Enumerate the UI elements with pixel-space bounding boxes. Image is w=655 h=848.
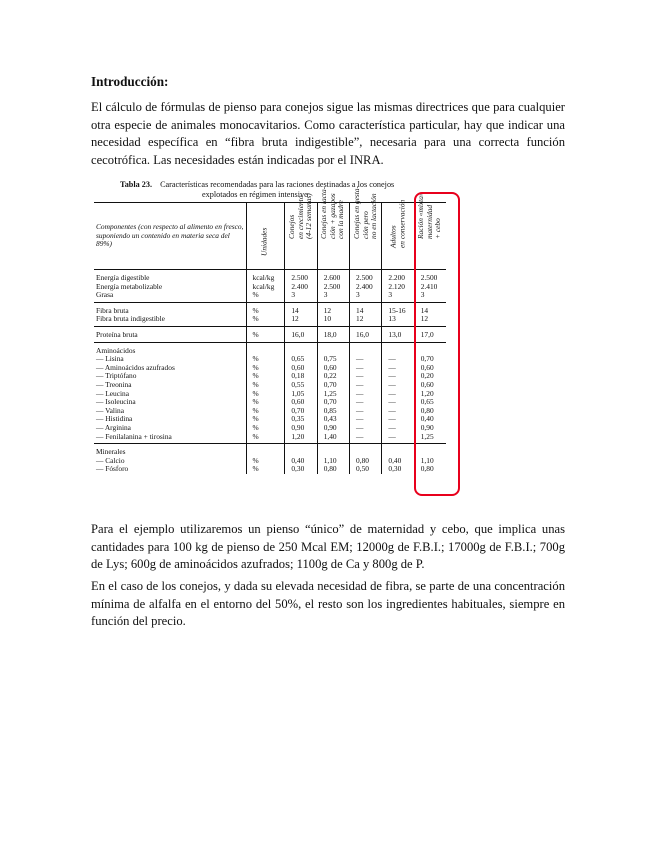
value-cell: — [350, 415, 382, 424]
unit-cell: % [246, 372, 285, 381]
value-cell: 3 [285, 291, 317, 302]
value-cell: — [382, 390, 414, 399]
unit-cell: % [246, 465, 285, 474]
value-cell: 0,60 [317, 364, 349, 373]
row-label: Energía digestible [94, 270, 246, 283]
table-caption [120, 180, 450, 200]
unit-cell: % [246, 433, 285, 444]
value-cell: — [350, 381, 382, 390]
unit-cell: kcal/kg [246, 283, 285, 292]
row-label: — Valina [94, 407, 246, 416]
value-cell: 0,70 [317, 398, 349, 407]
header-lactating-label: Conejas en lacta- ción + gazapos con la madre [319, 187, 346, 240]
value-cell: — [350, 364, 382, 373]
value-cell: 12 [414, 315, 446, 326]
value-cell: 18,0 [317, 326, 349, 342]
unit-cell: % [246, 355, 285, 364]
value-cell: 0,18 [285, 372, 317, 381]
value-cell: 14 [420, 305, 429, 315]
value-cell: 0,40 [420, 414, 434, 424]
value-cell: — [350, 372, 382, 381]
header-growing-label: Conejos en crecimiento (4-12 semanas) [287, 193, 314, 240]
value-cell: 0,60 [420, 379, 434, 389]
unit-cell: % [246, 390, 285, 399]
value-cell: 0,90 [317, 424, 349, 433]
value-cell: 0,40 [285, 457, 317, 466]
row-label: — Calcio [94, 457, 246, 466]
unit-cell: % [246, 326, 285, 342]
group-label: Aminoácidos [94, 342, 246, 355]
value-cell: 2.200 [382, 270, 414, 283]
value-cell: 0,40 [382, 457, 414, 466]
value-cell: 1,40 [317, 433, 349, 444]
value-cell: 2.600 [317, 270, 349, 283]
value-cell: — [350, 407, 382, 416]
header-units-label: Unidades [260, 228, 270, 257]
unit-cell: % [246, 415, 285, 424]
value-cell: 12 [285, 315, 317, 326]
value-cell: 0,80 [350, 457, 382, 466]
row-label: — Isoleucina [94, 398, 246, 407]
group-label: Minerales [94, 444, 246, 457]
value-cell: 10 [317, 315, 349, 326]
table-body [94, 270, 446, 474]
value-cell: — [350, 390, 382, 399]
value-cell: — [350, 398, 382, 407]
table-row [94, 291, 446, 302]
value-cell: 1,05 [285, 390, 317, 399]
value-cell: 2.120 [382, 283, 414, 292]
row-label: — Histidina [94, 415, 246, 424]
table-row [94, 326, 446, 342]
value-cell: 0,60 [285, 364, 317, 373]
value-cell: 0,55 [285, 381, 317, 390]
rabbit-paragraph: En el caso de los conejos, y dada su elevada necesidad de fibra, se parte de una concentración mínima de alfalfa en el entorno del 50%, el resto son los ingredientes habituales, siempre en función del precio. [91, 579, 565, 629]
unit-cell: % [246, 364, 285, 373]
unit-cell: % [246, 315, 285, 326]
row-label: — Arginina [94, 424, 246, 433]
row-label: — Fósforo [94, 465, 246, 474]
value-cell: 0,22 [317, 372, 349, 381]
value-cell: — [382, 364, 414, 373]
value-cell: 0,70 [420, 354, 434, 364]
value-cell: — [350, 424, 382, 433]
header-lactating [317, 187, 349, 270]
unit-cell: % [246, 291, 285, 302]
header-adults [382, 199, 414, 270]
value-cell: 12 [350, 315, 382, 326]
value-cell: 3 [414, 291, 446, 302]
value-cell: 12 [317, 302, 349, 315]
row-label: Fibra bruta indigestible [94, 315, 246, 326]
table-row [94, 465, 446, 474]
value-cell: 0,50 [350, 465, 382, 474]
value-cell: 2.400 [285, 283, 317, 292]
value-cell: 0,65 [420, 397, 434, 407]
value-cell: 13 [382, 315, 414, 326]
unit-cell: % [246, 424, 285, 433]
row-label: — Leucina [94, 390, 246, 399]
value-cell: — [350, 355, 382, 364]
value-cell: 1,10 [317, 457, 349, 466]
highlight-box [414, 192, 460, 496]
value-cell: 0,30 [382, 465, 414, 474]
table-row [94, 270, 446, 283]
row-label: — Lisina [94, 355, 246, 364]
example-paragraph: Para el ejemplo utilizaremos un pienso “único” de maternidad y cebo, que implica unas cantidades para 100 kg de pienso de 250 Mcal EM; 12000g de F.B.I.; 17000g de F.B.I.; 700g de Lys; 600g de aminoácidos azufrados; 1100g de Ca y 800g de P. [91, 522, 565, 572]
value-cell: — [382, 415, 414, 424]
value-cell: — [382, 407, 414, 416]
unit-cell: kcal/kg [246, 270, 285, 283]
table-number: Tabla 23. [120, 180, 153, 189]
value-cell: — [382, 372, 414, 381]
row-label: Proteína bruta [94, 326, 246, 342]
value-cell: 2.500 [317, 283, 349, 292]
header-gestating [350, 186, 382, 270]
value-cell: 13,0 [382, 326, 414, 342]
value-cell: — [350, 433, 382, 444]
value-cell: 0,60 [420, 362, 434, 372]
row-label: Fibra bruta [94, 302, 246, 315]
unit-cell: % [246, 407, 285, 416]
value-cell: — [382, 424, 414, 433]
value-cell: 2.410 [420, 281, 438, 291]
table-group-row [94, 444, 446, 457]
value-cell: 3 [350, 291, 382, 302]
value-cell: 0,90 [285, 424, 317, 433]
value-cell: 3 [317, 291, 349, 302]
value-cell: 0,90 [420, 422, 434, 432]
value-cell: 0,80 [420, 464, 434, 474]
value-cell: 2.500 [420, 273, 438, 282]
value-cell: — [382, 398, 414, 407]
value-cell: 3 [382, 291, 414, 302]
value-cell: 1,25 [414, 433, 446, 444]
section-heading: Introducción: [91, 74, 169, 89]
value-cell: 1,25 [317, 390, 349, 399]
value-cell: — [382, 355, 414, 364]
row-label: — Triptófano [94, 372, 246, 381]
value-cell: 16,0 [350, 326, 382, 342]
value-cell: — [382, 433, 414, 444]
row-label: Grasa [94, 291, 246, 302]
row-label: — Fenilalanina + tirosina [94, 433, 246, 444]
value-cell: 0,75 [317, 355, 349, 364]
table-row [94, 315, 446, 326]
table-header-row [94, 203, 446, 270]
value-cell: 14 [285, 302, 317, 315]
table-row [94, 283, 446, 292]
table-figure [94, 178, 460, 490]
unit-cell: % [246, 457, 285, 466]
value-cell: 2.500 [285, 270, 317, 283]
header-gestating-label: Conejas en gesta- ción pero no en lactación [351, 186, 378, 240]
value-cell: 0,80 [420, 405, 434, 415]
value-cell: 0,30 [285, 465, 317, 474]
value-cell: 0,65 [285, 355, 317, 364]
value-cell: 1,10 [420, 455, 434, 465]
row-label: — Aminoácidos azufrados [94, 364, 246, 373]
value-cell: 0,70 [285, 407, 317, 416]
header-mixed-label: Ración «mixta» maternidad + cebo [416, 192, 443, 240]
unit-cell: % [246, 381, 285, 390]
value-cell: 16,0 [285, 326, 317, 342]
value-cell: 15-16 [382, 302, 414, 315]
value-cell: 0,80 [317, 465, 349, 474]
row-label: — Treonina [94, 381, 246, 390]
value-cell: 0,85 [317, 407, 349, 416]
header-growing [285, 193, 317, 270]
value-cell: 0,60 [285, 398, 317, 407]
table-row [94, 433, 446, 444]
row-label: Energía metabolizable [94, 283, 246, 292]
unit-cell: % [246, 398, 285, 407]
table-title: Características recomendadas para las raciones destinadas a los conejos [160, 180, 395, 189]
unit-cell: % [246, 302, 285, 315]
value-cell: 0,20 [420, 371, 434, 381]
table-subtitle: explotados en régimen intensivo [202, 190, 309, 199]
value-cell: 0,35 [285, 415, 317, 424]
value-cell: 1,20 [285, 433, 317, 444]
value-cell: 0,70 [317, 381, 349, 390]
value-cell: 1,20 [420, 388, 434, 398]
value-cell: 0,43 [317, 415, 349, 424]
value-cell: 14 [350, 302, 382, 315]
header-adults-label: Adultos en conservación [388, 199, 407, 248]
header-units [246, 203, 285, 270]
value-cell: 17,0 [414, 326, 446, 342]
header-components: Componentes (con respecto al alimento en fresco, suponiendo un contenido en materia seca del 89%) [94, 203, 246, 270]
value-cell: 2.500 [350, 270, 382, 283]
intro-paragraph: El cálculo de fórmulas de pienso para conejos sigue las mismas directrices que para cualquier otra especie de animales monocavitarios. Como característica particular, hay que indicar una necesidad específica en “fibra bruta indigestible”, necesaria para una correcta función cecotrófica. Las necesidades están indicadas por el INRA. [91, 100, 565, 167]
value-cell: 2.400 [350, 283, 382, 292]
value-cell: — [382, 381, 414, 390]
